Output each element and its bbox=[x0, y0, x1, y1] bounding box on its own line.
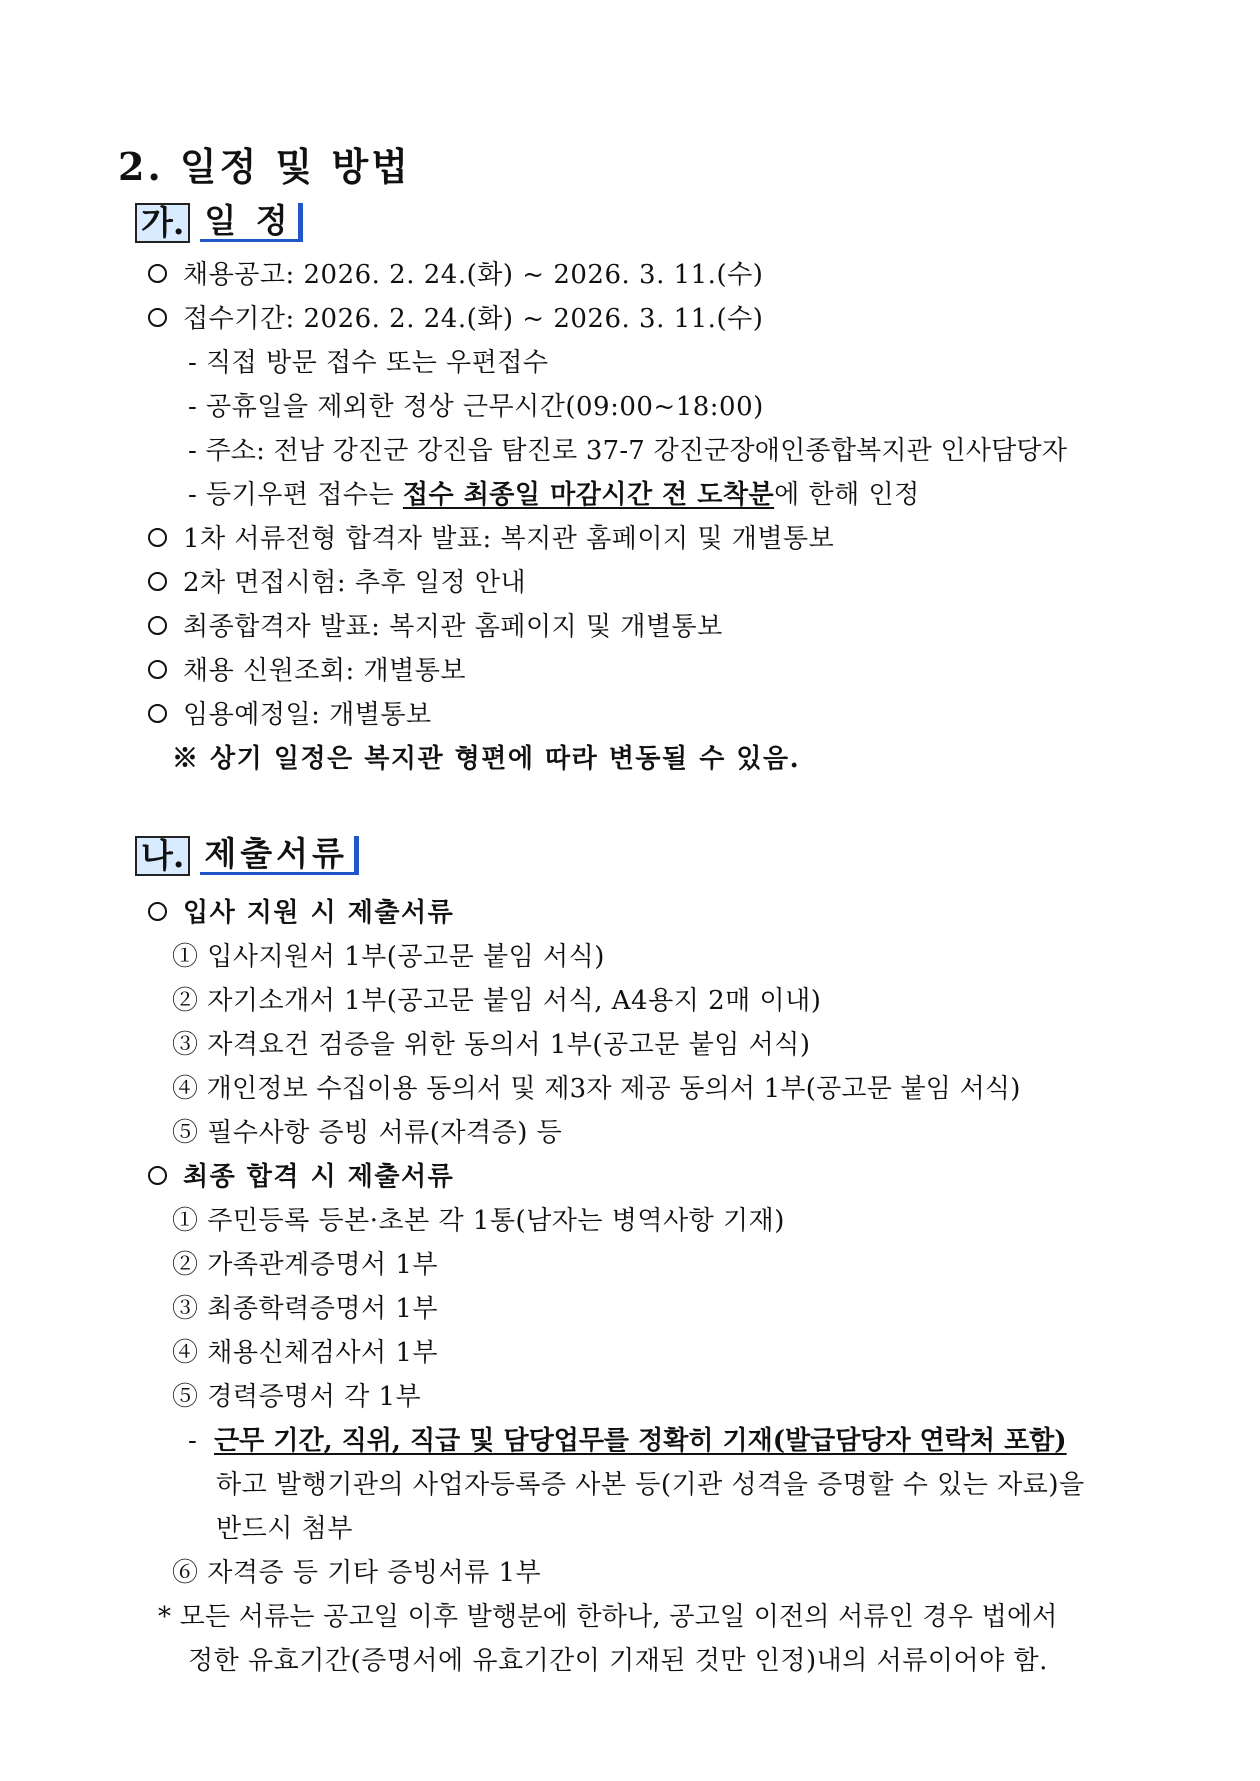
list-item-final-result: 최종합격자 발표: 복지관 홈페이지 및 개별통보 bbox=[148, 610, 723, 644]
list-item-first-result: 1차 서류전형 합격자 발표: 복지관 홈페이지 및 개별통보 bbox=[148, 522, 834, 556]
section-title: 2. 일정 및 방법 bbox=[118, 144, 411, 189]
list-item: ⑤ 경력증명서 각 1부 bbox=[172, 1382, 422, 1412]
final-documents-heading: 최종 합격 시 제출서류 bbox=[148, 1160, 454, 1194]
career-note-line3: 반드시 첨부 bbox=[216, 1514, 353, 1544]
bullet-circle-icon bbox=[148, 1166, 167, 1185]
list-item: ③ 최종학력증명서 1부 bbox=[172, 1294, 438, 1324]
list-item: ③ 자격요건 검증을 위한 동의서 1부(공고문 붙임 서식) bbox=[172, 1030, 811, 1060]
schedule-subheading bbox=[135, 203, 303, 243]
list-item: ④ 개인정보 수집이용 동의서 및 제3자 제공 동의서 1부(공고문 붙임 서식) bbox=[172, 1074, 1021, 1104]
list-item: ④ 채용신체검사서 1부 bbox=[172, 1338, 438, 1368]
bullet-circle-icon bbox=[148, 572, 167, 591]
bullet-circle-icon bbox=[148, 902, 167, 921]
list-item: ② 자기소개서 1부(공고문 붙임 서식, A4용지 2매 이내) bbox=[172, 986, 822, 1016]
documents-title: 제출서류 bbox=[200, 836, 359, 875]
receipt-address: - 주소: 전남 강진군 강진읍 탐진로 37-7 강진군장애인종합복지관 인사담당자 bbox=[188, 436, 1068, 466]
bullet-circle-icon bbox=[148, 264, 167, 283]
list-item: ② 가족관계증명서 1부 bbox=[172, 1250, 438, 1280]
list-item-second-interview: 2차 면접시험: 추후 일정 안내 bbox=[148, 566, 526, 600]
bullet-circle-icon bbox=[148, 308, 167, 327]
footnote-line2: 정한 유효기간(증명서에 유효기간이 기재된 것만 인정)내의 서류이어야 함. bbox=[188, 1646, 1048, 1676]
schedule-title: 일 정 bbox=[200, 203, 302, 242]
receipt-method: - 직접 방문 접수 또는 우편접수 bbox=[188, 348, 549, 378]
bullet-circle-icon bbox=[148, 660, 167, 679]
apply-documents-heading: 입사 지원 시 제출서류 bbox=[148, 896, 454, 930]
bullet-circle-icon bbox=[148, 704, 167, 723]
bullet-circle-icon bbox=[148, 616, 167, 635]
receipt-hours: - 공휴일을 제외한 정상 근무시간(09:00~18:00) bbox=[188, 392, 764, 422]
list-item-recruit: 채용공고: 2026. 2. 24.(화) ~ 2026. 3. 11.(수) bbox=[148, 258, 763, 292]
list-item: ① 주민등록 등본·초본 각 1통(남자는 병역사항 기재) bbox=[172, 1206, 785, 1236]
list-item-appointment: 임용예정일: 개별통보 bbox=[148, 698, 432, 732]
career-note-line2: 하고 발행기관의 사업자등록증 사본 등(기관 성격을 증명할 수 있는 자료)을 bbox=[216, 1470, 1085, 1500]
documents-subheading bbox=[135, 836, 359, 876]
list-item: ⑥ 자격증 등 기타 증빙서류 1부 bbox=[172, 1558, 542, 1588]
documents-number-box: 나. bbox=[135, 836, 190, 876]
list-item: ① 입사지원서 1부(공고문 붙임 서식) bbox=[172, 942, 605, 972]
list-item-reference: 채용 신원조회: 개별통보 bbox=[148, 654, 466, 688]
career-note-line1: - 근무 기간, 직위, 직급 및 담당업무를 정확히 기재(발급담당자 연락처 포함) bbox=[188, 1426, 1067, 1456]
list-item: ⑤ 필수사항 증빙 서류(자격증) 등 bbox=[172, 1118, 563, 1148]
registered-mail-emphasis: 접수 최종일 마감시간 전 도착분 bbox=[402, 480, 775, 510]
registered-mail-note: - 등기우편 접수는 접수 최종일 마감시간 전 도착분에 한해 인정 bbox=[188, 480, 920, 510]
schedule-note: ※ 상기 일정은 복지관 형편에 따라 변동될 수 있음. bbox=[172, 744, 801, 774]
bullet-circle-icon bbox=[148, 528, 167, 547]
list-item-receipt: 접수기간: 2026. 2. 24.(화) ~ 2026. 3. 11.(수) bbox=[148, 302, 763, 336]
footnote-line1: * 모든 서류는 공고일 이후 발행분에 한하나, 공고일 이전의 서류인 경우 법에서 bbox=[158, 1602, 1058, 1632]
schedule-number-box: 가. bbox=[135, 203, 190, 243]
career-note-emphasis: 근무 기간, 직위, 직급 및 담당업무를 정확히 기재(발급담당자 연락처 포함) bbox=[214, 1426, 1067, 1456]
